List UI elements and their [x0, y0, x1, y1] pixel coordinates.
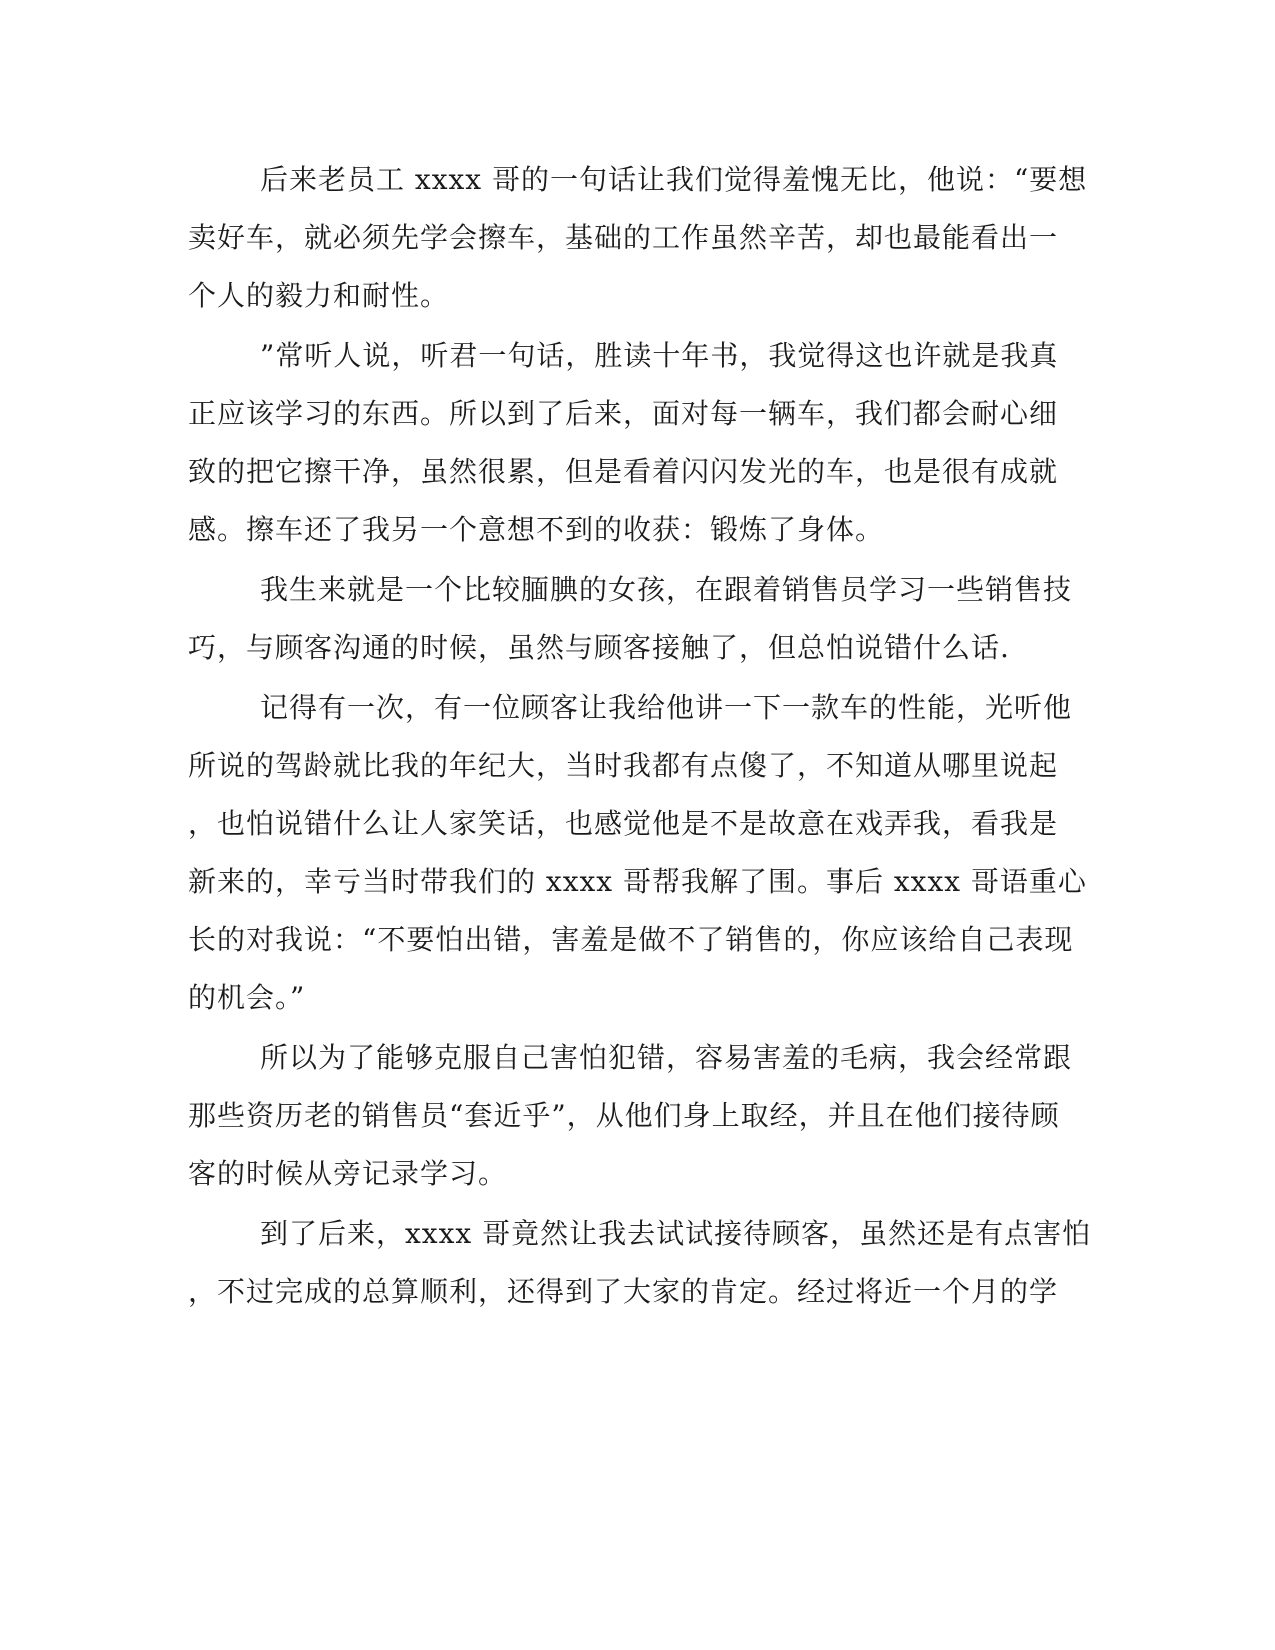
- text-line: 新来的，幸亏当时带我们的 xxxx 哥帮我解了围。事后 xxxx 哥语重心: [188, 865, 1087, 898]
- text-line: 正应该学习的东西。所以到了后来，面对每一辆车，我们都会耐心细: [188, 397, 1059, 430]
- text-line: 客的时候从旁记录学习。: [188, 1157, 508, 1190]
- text-line: 到了后来，xxxx 哥竟然让我去试试接待顾客，虽然还是有点害怕: [260, 1217, 1092, 1250]
- text-line: ”常听人说，听君一句话，胜读十年书，我觉得这也许就是我真: [260, 339, 1059, 372]
- text-line: 个人的毅力和耐性。: [188, 279, 450, 312]
- text-line: ，也怕说错什么让人家笑话，也感觉他是不是故意在戏弄我，看我是: [188, 807, 1059, 840]
- text-line: 记得有一次，有一位顾客让我给他讲一下一款车的性能，光听他: [260, 691, 1073, 724]
- text-line: 所以为了能够克服自己害怕犯错，容易害羞的毛病，我会经常跟: [260, 1041, 1073, 1074]
- text-line: 后来老员工 xxxx 哥的一句话让我们觉得羞愧无比，他说：“要想: [260, 163, 1088, 196]
- text-line: 长的对我说：“不要怕出错，害羞是做不了销售的，你应该给自己表现: [188, 923, 1074, 956]
- text-line: 的机会。”: [188, 981, 306, 1014]
- text-line: 感。擦车还了我另一个意想不到的收获：锻炼了身体。: [188, 513, 885, 546]
- text-line: ，不过完成的总算顺利，还得到了大家的肯定。经过将近一个月的学: [188, 1275, 1059, 1308]
- text-line: 所说的驾龄就比我的年纪大，当时我都有点傻了，不知道从哪里说起: [188, 749, 1059, 782]
- text-line: 我生来就是一个比较腼腆的女孩，在跟着销售员学习一些销售技: [260, 573, 1073, 606]
- text-line: 卖好车，就必须先学会擦车，基础的工作虽然辛苦，却也最能看出一: [188, 221, 1059, 254]
- text-line: 那些资历老的销售员“套近乎”，从他们身上取经，并且在他们接待顾: [188, 1099, 1060, 1132]
- text-line: 致的把它擦干净，虽然很累，但是看着闪闪发光的车，也是很有成就: [188, 455, 1059, 488]
- text-line: 巧，与顾客沟通的时候，虽然与顾客接触了，但总怕说错什么话.: [188, 631, 1010, 664]
